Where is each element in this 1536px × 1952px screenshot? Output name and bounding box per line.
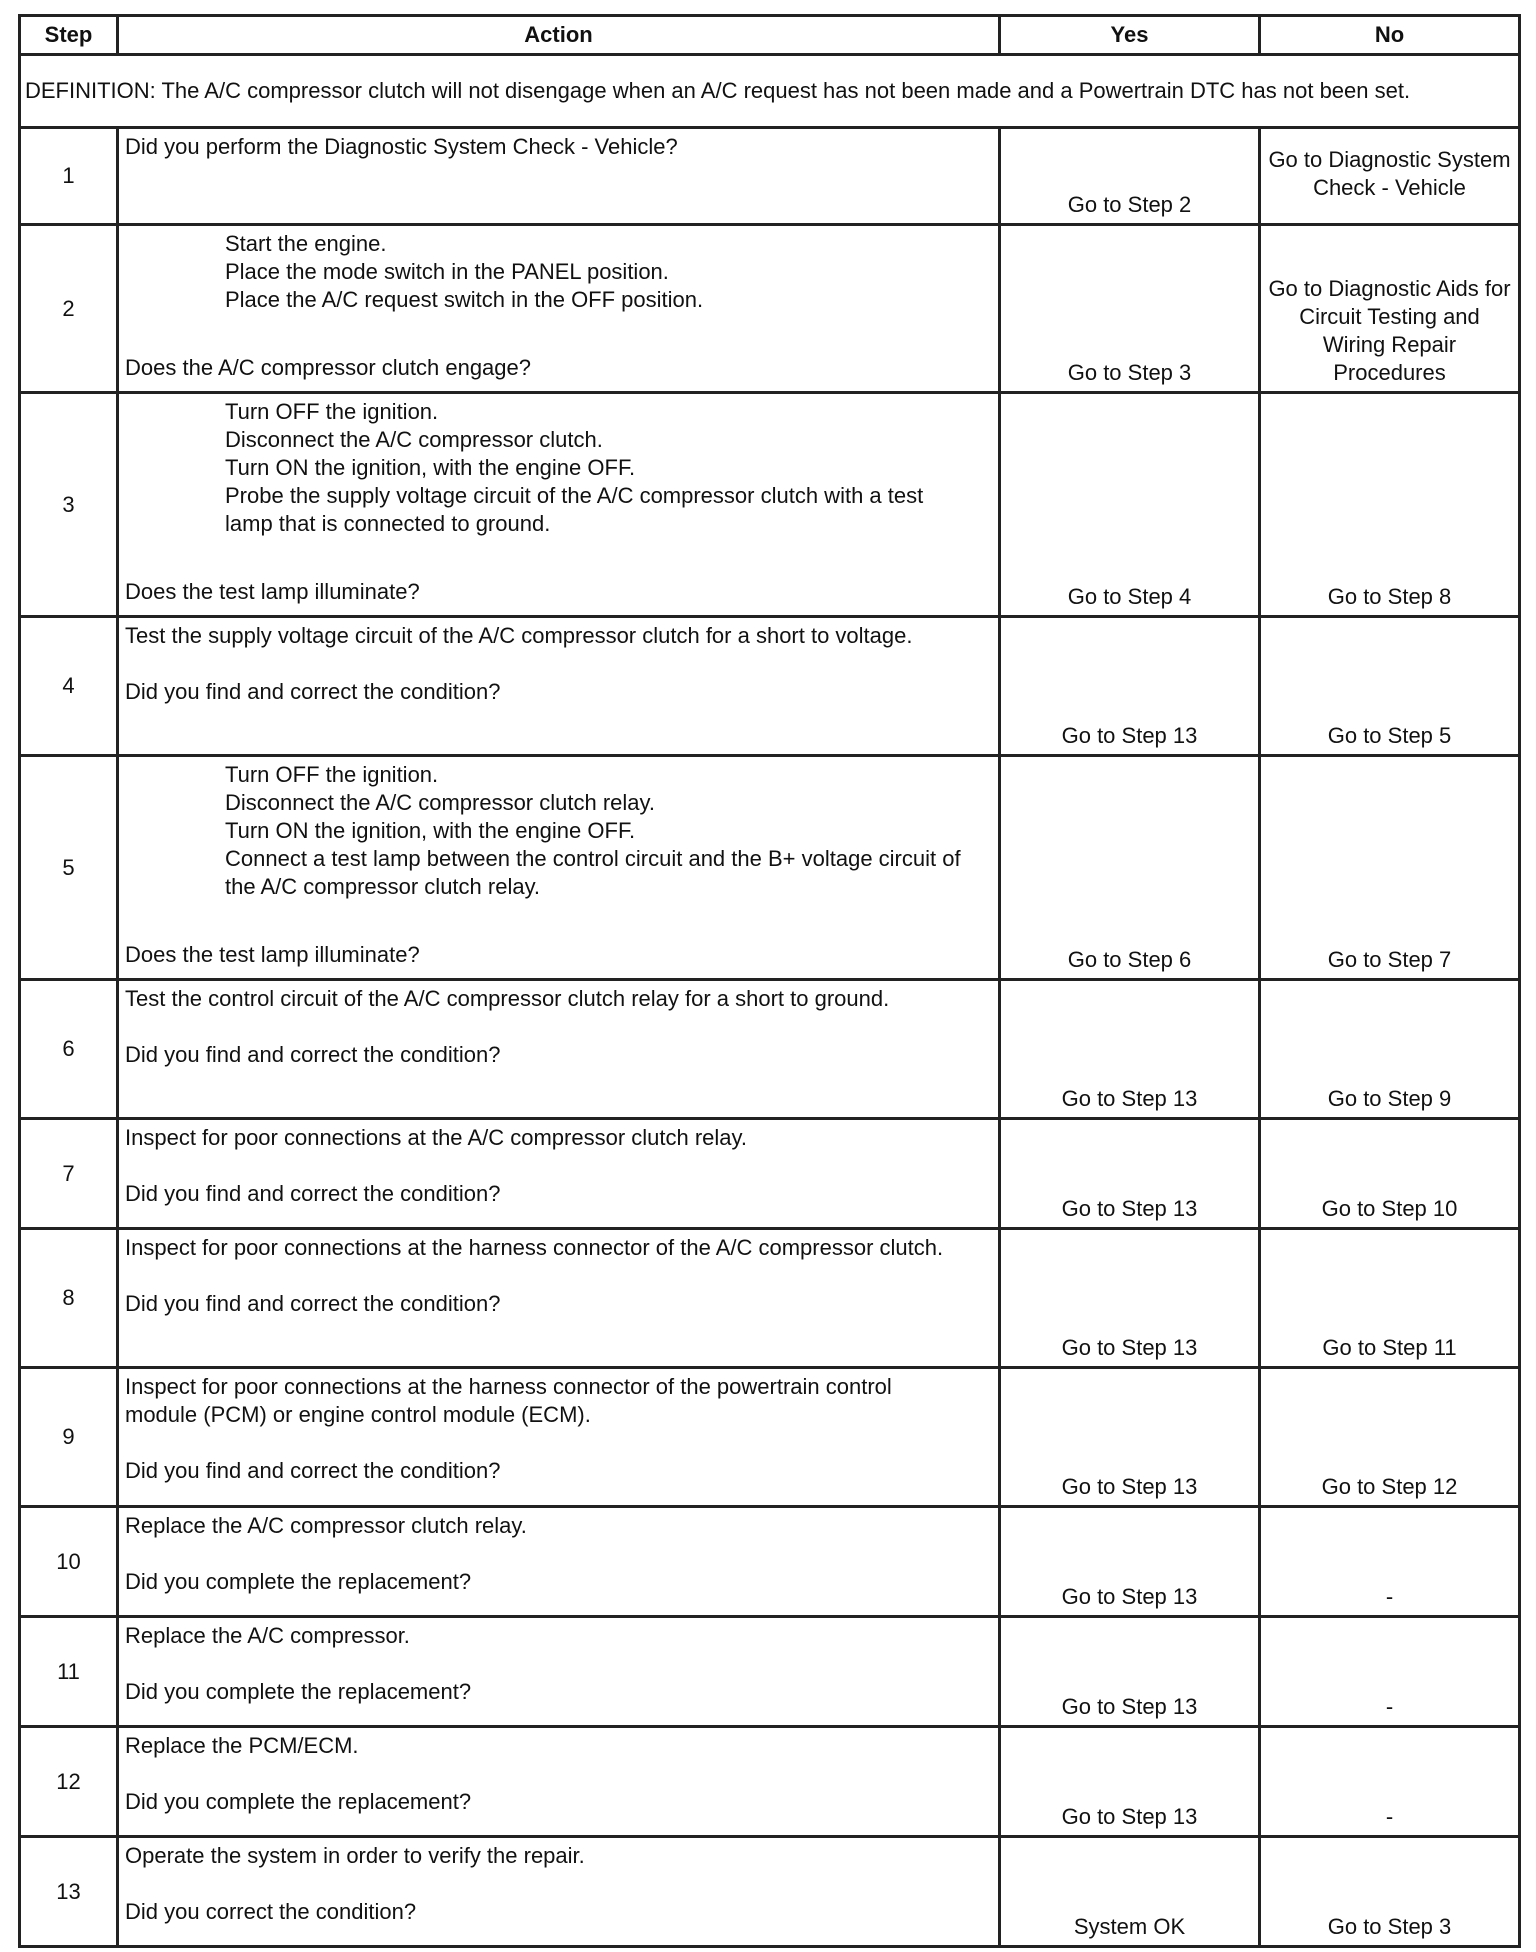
header-row bbox=[20, 16, 1520, 55]
action-text: Inspect for poor connections at the harness connector of the powertrain control module (PCM) or engine control module (ECM). bbox=[125, 1374, 892, 1427]
table-row bbox=[20, 1727, 1520, 1837]
substep: Probe the supply voltage circuit of the A/C compressor clutch with a test lamp that is connected to ground. bbox=[225, 483, 924, 536]
action-cell bbox=[118, 393, 1000, 617]
yes-cell: Go to Step 2 bbox=[1000, 128, 1260, 225]
no-cell: Go to Diagnostic System Check - Vehicle bbox=[1260, 128, 1520, 225]
substep: Turn OFF the ignition. bbox=[225, 399, 439, 424]
no-cell: Go to Step 10 bbox=[1260, 1119, 1520, 1229]
step-number: 1 bbox=[20, 128, 118, 225]
step-number: 8 bbox=[20, 1229, 118, 1368]
action-cell bbox=[118, 1229, 1000, 1368]
action-question: Did you complete the replacement? bbox=[125, 1679, 472, 1704]
step-number: 6 bbox=[20, 980, 118, 1119]
step-number: 2 bbox=[20, 225, 118, 393]
step-number: 12 bbox=[20, 1727, 118, 1837]
substep: Turn OFF the ignition. bbox=[225, 762, 439, 787]
action-question: Did you find and correct the condition? bbox=[125, 1291, 501, 1316]
action-cell bbox=[118, 225, 1000, 393]
yes-cell: Go to Step 13 bbox=[1000, 1617, 1260, 1727]
table-row bbox=[20, 1229, 1520, 1368]
no-cell: Go to Step 3 bbox=[1260, 1837, 1520, 1947]
diagnostic-table bbox=[18, 14, 1521, 1948]
substep: Place the mode switch in the PANEL position. bbox=[225, 259, 669, 284]
action-question: Did you find and correct the condition? bbox=[125, 1181, 501, 1206]
substep: Turn ON the ignition, with the engine OFF. bbox=[225, 455, 636, 480]
definition-row bbox=[20, 55, 1520, 128]
action-question: Does the test lamp illuminate? bbox=[125, 579, 420, 604]
action-text: Inspect for poor connections at the A/C compressor clutch relay. bbox=[125, 1125, 748, 1150]
yes-cell: Go to Step 3 bbox=[1000, 225, 1260, 393]
table-row bbox=[20, 128, 1520, 225]
step-number: 5 bbox=[20, 756, 118, 980]
no-cell: - bbox=[1260, 1617, 1520, 1727]
definition-text: DEFINITION: The A/C compressor clutch will not disengage when an A/C request has not been made and a Powertrain DTC has not been set. bbox=[20, 55, 1520, 128]
action-cell bbox=[118, 1368, 1000, 1507]
diagnostic-document bbox=[18, 14, 1518, 1948]
yes-cell: Go to Step 13 bbox=[1000, 1507, 1260, 1617]
action-cell bbox=[118, 128, 1000, 225]
no-cell: Go to Step 5 bbox=[1260, 617, 1520, 756]
action-substeps bbox=[125, 230, 992, 314]
no-cell: - bbox=[1260, 1507, 1520, 1617]
header-action: Action bbox=[118, 16, 1000, 55]
table-row bbox=[20, 1617, 1520, 1727]
action-substeps bbox=[125, 761, 992, 901]
action-question: Did you find and correct the condition? bbox=[125, 1042, 501, 1067]
yes-cell: Go to Step 13 bbox=[1000, 617, 1260, 756]
table-row bbox=[20, 225, 1520, 393]
no-cell: Go to Step 8 bbox=[1260, 393, 1520, 617]
action-question: Did you correct the condition? bbox=[125, 1899, 417, 1924]
yes-cell: Go to Step 13 bbox=[1000, 1229, 1260, 1368]
action-cell bbox=[118, 1507, 1000, 1617]
yes-cell: Go to Step 4 bbox=[1000, 393, 1260, 617]
no-cell: Go to Step 9 bbox=[1260, 980, 1520, 1119]
action-cell bbox=[118, 756, 1000, 980]
action-question: Did you perform the Diagnostic System Check - Vehicle? bbox=[125, 134, 678, 159]
no-cell: Go to Step 7 bbox=[1260, 756, 1520, 980]
header-step: Step bbox=[20, 16, 118, 55]
header-yes: Yes bbox=[1000, 16, 1260, 55]
substep: Place the A/C request switch in the OFF position. bbox=[225, 287, 704, 312]
action-cell bbox=[118, 1617, 1000, 1727]
substep: Disconnect the A/C compressor clutch. bbox=[225, 427, 603, 452]
step-number: 3 bbox=[20, 393, 118, 617]
yes-cell: Go to Step 13 bbox=[1000, 980, 1260, 1119]
no-cell: Go to Diagnostic Aids for Circuit Testing and Wiring Repair Procedures bbox=[1260, 225, 1520, 393]
table-row bbox=[20, 1507, 1520, 1617]
table-row bbox=[20, 1368, 1520, 1507]
action-cell bbox=[118, 617, 1000, 756]
action-text: Inspect for poor connections at the harness connector of the A/C compressor clutch. bbox=[125, 1235, 944, 1260]
step-number: 10 bbox=[20, 1507, 118, 1617]
no-cell: Go to Step 11 bbox=[1260, 1229, 1520, 1368]
no-cell: - bbox=[1260, 1727, 1520, 1837]
header-no: No bbox=[1260, 16, 1520, 55]
step-number: 7 bbox=[20, 1119, 118, 1229]
yes-cell: Go to Step 6 bbox=[1000, 756, 1260, 980]
table-row bbox=[20, 1837, 1520, 1947]
yes-cell: Go to Step 13 bbox=[1000, 1727, 1260, 1837]
action-text: Replace the A/C compressor clutch relay. bbox=[125, 1513, 527, 1538]
action-text: Replace the PCM/ECM. bbox=[125, 1733, 359, 1758]
action-substeps bbox=[125, 398, 992, 538]
step-number: 13 bbox=[20, 1837, 118, 1947]
step-number: 4 bbox=[20, 617, 118, 756]
table-row bbox=[20, 617, 1520, 756]
yes-cell: Go to Step 13 bbox=[1000, 1368, 1260, 1507]
action-question: Did you find and correct the condition? bbox=[125, 1458, 501, 1483]
yes-cell: Go to Step 13 bbox=[1000, 1119, 1260, 1229]
substep: Turn ON the ignition, with the engine OFF. bbox=[225, 818, 636, 843]
table-row bbox=[20, 756, 1520, 980]
action-cell bbox=[118, 1837, 1000, 1947]
action-question: Does the test lamp illuminate? bbox=[125, 942, 420, 967]
substep: Connect a test lamp between the control circuit and the B+ voltage circuit of the A/C compressor clutch relay. bbox=[225, 846, 961, 899]
action-question: Did you find and correct the condition? bbox=[125, 679, 501, 704]
action-text: Test the supply voltage circuit of the A/C compressor clutch for a short to voltage. bbox=[125, 623, 913, 648]
yes-cell: System OK bbox=[1000, 1837, 1260, 1947]
action-question: Does the A/C compressor clutch engage? bbox=[125, 355, 532, 380]
substep: Disconnect the A/C compressor clutch relay. bbox=[225, 790, 655, 815]
action-cell bbox=[118, 980, 1000, 1119]
step-number: 11 bbox=[20, 1617, 118, 1727]
substep: Start the engine. bbox=[225, 231, 387, 256]
action-question: Did you complete the replacement? bbox=[125, 1569, 472, 1594]
action-text: Operate the system in order to verify the repair. bbox=[125, 1843, 585, 1868]
action-text: Replace the A/C compressor. bbox=[125, 1623, 410, 1648]
action-cell bbox=[118, 1119, 1000, 1229]
table-row bbox=[20, 980, 1520, 1119]
table-row bbox=[20, 1119, 1520, 1229]
no-cell: Go to Step 12 bbox=[1260, 1368, 1520, 1507]
step-number: 9 bbox=[20, 1368, 118, 1507]
action-cell bbox=[118, 1727, 1000, 1837]
action-question: Did you complete the replacement? bbox=[125, 1789, 472, 1814]
action-text: Test the control circuit of the A/C compressor clutch relay for a short to ground. bbox=[125, 986, 890, 1011]
table-row bbox=[20, 393, 1520, 617]
